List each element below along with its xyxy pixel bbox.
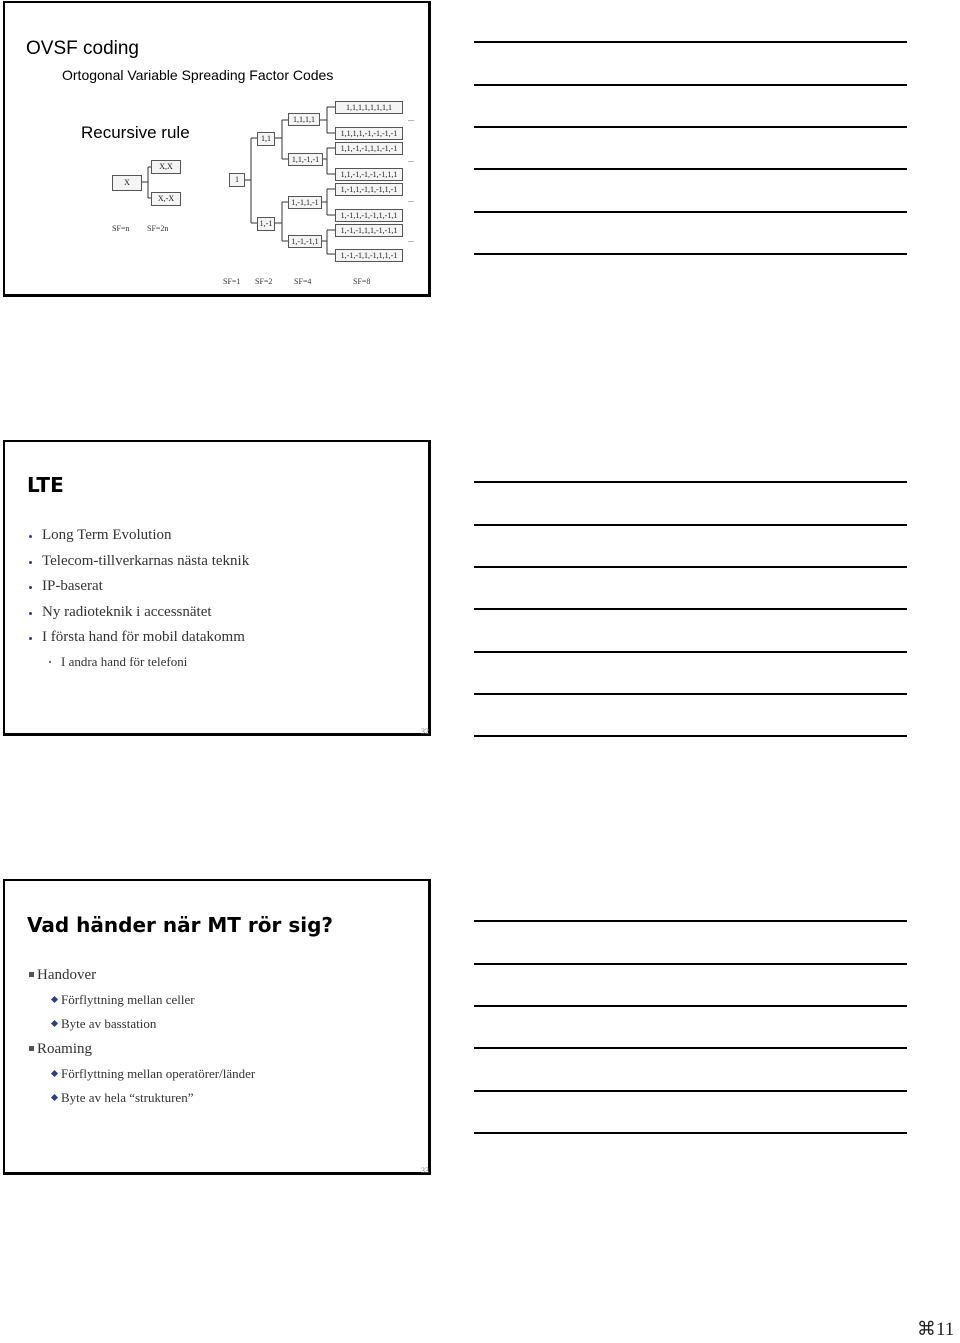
tree-sf4-node: 1,-1,1,-1 [288,196,322,209]
command-icon: ⌘ [917,1318,936,1340]
tree-sf8-node: 1,1,1,1,-1,-1,-1,-1 [335,127,403,140]
note-line [474,735,907,737]
note-line [474,963,907,965]
tree-ellipsis: ... [408,195,414,204]
sub-bullet-dot [49,661,51,663]
page-number: 33 [421,1166,429,1175]
bullet-item: Telecom-tillverkarnas nästa teknik [42,553,250,569]
slide-title: OVSF coding [26,38,139,59]
tree-ellipsis: ... [408,114,414,123]
recursive-rule-heading: Recursive rule [81,123,190,142]
slide-mobility [3,879,431,1175]
note-line [474,1005,907,1007]
tree-sf2-node: 1,1 [257,132,275,146]
tree-ellipsis: ... [408,155,414,164]
tree-root-box: 1 [229,173,245,187]
sub-bullet-item: Förflyttning mellan celler [61,992,195,1007]
tree-sf8-node: 1,1,-1,-1,1,1,-1,-1 [335,142,403,155]
rule-x-box: X [112,175,142,191]
tree-sf8-node: 1,-1,1,-1,1,-1,1,-1 [335,183,403,196]
tree-ellipsis: ... [408,235,414,244]
note-line [474,41,907,43]
tree-sf8-node: 1,-1,1,-1,-1,1,-1,1 [335,209,403,222]
tree-sf4-node: 1,1,-1,-1 [288,153,323,166]
note-line [474,693,907,695]
bullet-square [29,972,34,977]
tree-sf2-node: 1,-1 [257,217,275,231]
bullet-item: I första hand för mobil datakomm [42,629,245,645]
slide-title: LTE [27,473,64,497]
note-line [474,524,907,526]
note-line [474,1132,907,1134]
bullet-item: Roaming [37,1041,92,1057]
slide-lte [3,440,431,736]
sub-bullet-diamond [51,996,58,1003]
footer-page-number: 11 [936,1319,955,1340]
rule-xx-box: X,X [151,160,181,174]
tree-sf4-node: 1,1,1,1 [288,113,320,126]
bullet-square [29,1046,34,1051]
rule-sf-2n-label: SF=2n [147,224,169,233]
sub-bullet-diamond [51,1020,58,1027]
bullet-dot [29,561,32,564]
tree-sf8-node: 1,1,1,1,1,1,1,1 [335,101,403,114]
note-line [474,651,907,653]
note-line [474,566,907,568]
tree-sf8-node: 1,-1,-1,1,-1,1,1,-1 [335,249,403,262]
slide-subtitle: Ortogonal Variable Spreading Factor Codes [62,67,334,83]
sub-bullet-diamond [51,1094,58,1101]
bullet-dot [29,637,32,640]
bullet-item: Handover [37,967,97,983]
sub-bullet-item: Byte av hela “strukturen” [61,1090,194,1105]
bullet-dot [29,535,32,538]
note-line [474,253,907,255]
slide-ovsf [3,1,431,297]
bullet-item: Long Term Evolution [42,527,172,543]
note-line [474,211,907,213]
note-line [474,84,907,86]
rule-sf-n-label: SF=n [112,224,130,233]
sub-bullet-diamond [51,1070,58,1077]
tree-sf8-node: 1,-1,-1,1,1,-1,-1,1 [335,224,403,237]
bullet-dot [29,586,32,589]
sub-bullet-item: Byte av basstation [61,1016,157,1031]
note-line [474,126,907,128]
note-line [474,608,907,610]
sub-bullet-item: I andra hand för telefoni [61,654,188,669]
sf-axis-label: SF=4 [294,277,312,286]
sf-axis-label: SF=8 [353,277,371,286]
tree-sf4-node: 1,-1,-1,1 [288,235,322,248]
sub-bullet-item: Förflyttning mellan operatörer/länder [61,1066,256,1081]
note-line [474,1090,907,1092]
bullet-dot [29,612,32,615]
note-line [474,168,907,170]
page-number: 32 [421,727,429,736]
slide-title: Vad händer när MT rör sig? [27,913,334,937]
rule-x-negx-box: X,-X [151,192,181,206]
tree-sf8-node: 1,1,-1,-1,-1,-1,1,1 [335,168,403,181]
bullet-item: IP-baserat [42,578,103,594]
sf-axis-label: SF=2 [255,277,273,286]
footer-page-marker [917,1318,954,1341]
bullet-item: Ny radioteknik i accessnätet [42,604,212,620]
note-line [474,481,907,483]
note-line [474,1047,907,1049]
sf-axis-label: SF=1 [223,277,241,286]
note-line [474,920,907,922]
